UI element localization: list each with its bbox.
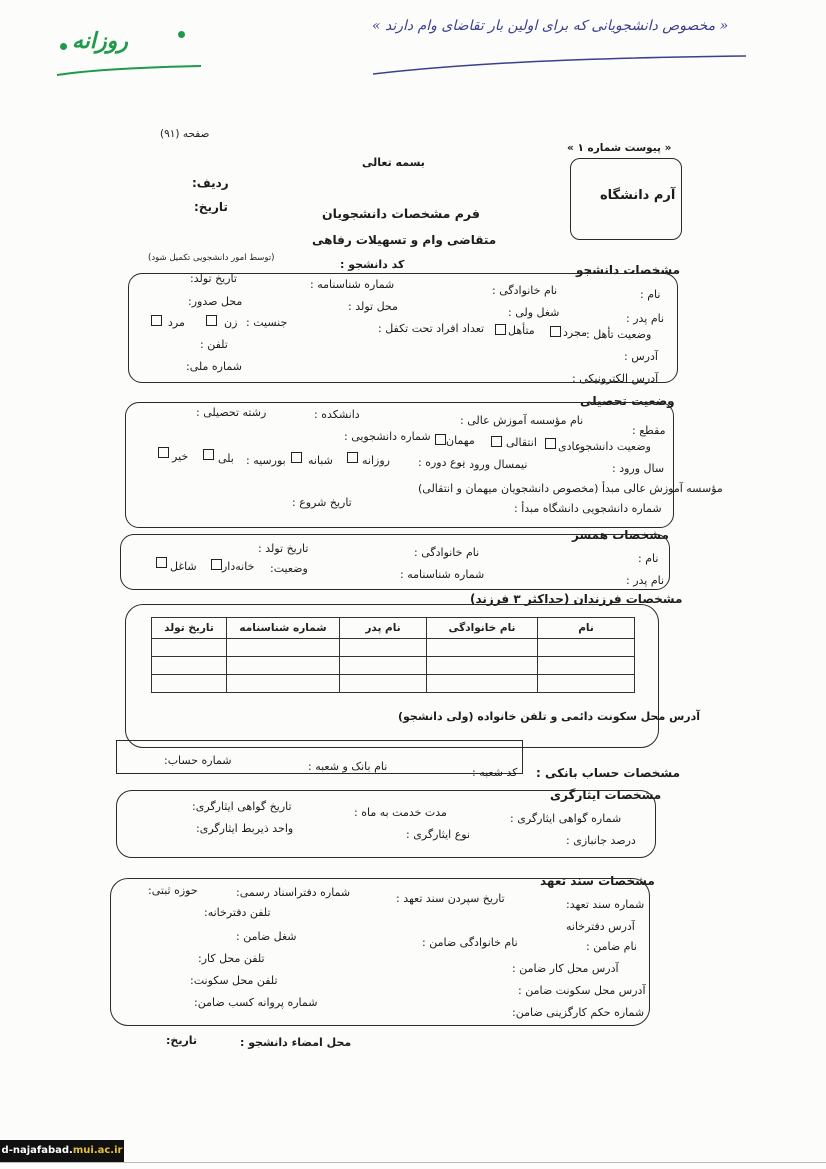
guarantee-office-phone: تلفن دفترخانه: (204, 906, 271, 919)
logo-box-label: آرم دانشگاه (600, 188, 676, 203)
checkbox-employed[interactable] (156, 557, 167, 568)
field-birth-date: تاریخ تولد: (190, 272, 237, 285)
basmala: بسمه تعالی (362, 156, 425, 169)
student-section-title: مشخصات دانشجو (576, 263, 681, 277)
bank-section-title: مشخصات حساب بانکی : (536, 766, 681, 780)
field-father-name: نام پدر : (626, 312, 665, 325)
guarantor-order-no: شماره حکم کارگزینی ضامن: (512, 1006, 645, 1019)
label-transfer: انتقالی (506, 436, 537, 449)
site-suffix: mui.ac.ir (72, 1145, 123, 1156)
table-row (152, 639, 635, 657)
checkbox-evening[interactable] (291, 452, 302, 463)
bank-branch-code: کد شعبه : (472, 766, 518, 779)
field-student-status: وضعیت دانشجو: (576, 440, 651, 453)
col-family: نام خانوادگی (427, 618, 538, 639)
handwritten-underline (370, 40, 750, 80)
field-id-number: شماره شناسنامه : (310, 278, 395, 291)
guarantor-home-phone: تلفن محل سکونت: (190, 974, 278, 987)
checkbox-regular[interactable] (545, 438, 556, 449)
guarantor-home-address: آدرس محل سکونت ضامن : (518, 984, 646, 997)
guarantor-work-phone: تلفن محل کار: (198, 952, 265, 965)
checkbox-no[interactable] (158, 447, 169, 458)
field-birth-place: محل تولد : (348, 300, 398, 313)
col-birth-date: تاریخ تولد (152, 618, 227, 639)
field-guardian-job: شغل ولی : (508, 306, 560, 319)
student-code-label: کد دانشجو : (340, 258, 405, 271)
field-issue-place: محل صدور: (188, 295, 243, 308)
label-guest: مهمان (446, 434, 475, 447)
date-label: تاریخ: (194, 200, 228, 214)
field-phone: تلفن : (200, 338, 228, 351)
spouse-section-title: مشخصات همسر (572, 528, 669, 542)
sacrifice-section-title: مشخصات ایثارگری (550, 788, 662, 802)
spouse-section-box (120, 534, 670, 590)
children-address-label: آدرس محل سکونت دائمی و تلفن خانواده (ولی دانشجو) (398, 710, 701, 723)
field-course-type: نوع دوره : (418, 456, 466, 469)
children-table-header (152, 618, 635, 639)
site-watermark (0, 1140, 124, 1162)
guarantor-name: نام ضامن : (586, 940, 637, 953)
label-yes: بلی (218, 452, 234, 465)
label-housewife: خانه‌دار (222, 560, 255, 573)
guarantee-doc-no: شماره سند تعهد: (566, 898, 645, 911)
table-row (152, 675, 635, 693)
site-prefix: d-najafabad. (1, 1145, 73, 1156)
col-father: نام پدر (340, 618, 427, 639)
checkbox-male[interactable] (151, 315, 162, 326)
field-gender: جنسیت : (246, 316, 288, 329)
table-row (152, 657, 635, 675)
guarantor-job: شغل ضامن : (236, 930, 297, 943)
bank-account-no: شماره حساب: (164, 754, 232, 767)
field-national-id: شماره ملی: (186, 360, 242, 373)
checkbox-guest[interactable] (435, 434, 446, 445)
signature-label: محل امضاء دانشجو : (240, 1036, 352, 1049)
checkbox-female[interactable] (206, 315, 217, 326)
checkbox-daytime[interactable] (347, 452, 358, 463)
label-daytime: روزانه (362, 454, 390, 467)
guarantor-work-address: آدرس محل کار ضامن : (512, 962, 619, 975)
checkbox-housewife[interactable] (211, 559, 222, 570)
spouse-birth-date: تاریخ تولد : (258, 542, 309, 555)
field-email: آدرس الکترونیکی : (572, 372, 659, 385)
guarantee-zone: حوزه ثبتی: (148, 884, 198, 897)
signature-date-label: تاریخ: (166, 1034, 198, 1047)
sacrifice-percent: درصد جانبازی : (566, 834, 636, 847)
field-entry-year: سال ورود : (612, 462, 665, 475)
education-section-title: وضعیت تحصیلی (580, 394, 675, 408)
field-faculty: دانشکده : (314, 408, 360, 421)
guarantor-license-no: شماره پروانه کسب ضامن: (194, 996, 318, 1009)
field-start-date: تاریخ شروع : (292, 496, 352, 509)
field-major: رشته تحصیلی : (196, 406, 267, 419)
sacrifice-type: نوع ایثارگری : (406, 828, 471, 841)
field-name: نام : (640, 288, 661, 301)
admin-note: (توسط امور دانشجویی تکمیل شود) (148, 253, 275, 263)
bank-name: نام بانک و شعبه : (308, 760, 388, 773)
row-label: ردیف: (192, 176, 229, 190)
field-institute: نام مؤسسه آموزش عالی : (460, 414, 584, 427)
sacrifice-cert-date: تاریخ گواهی ایثارگری: (192, 800, 292, 813)
checkbox-yes[interactable] (203, 449, 214, 460)
label-evening: شبانه (308, 454, 333, 467)
green-dot-right (178, 31, 185, 38)
green-dot-left (60, 43, 67, 50)
spouse-family: نام خانوادگی : (414, 546, 480, 559)
field-dependents: تعداد افراد تحت تکفل : (378, 322, 485, 335)
label-male: مرد (168, 316, 185, 329)
guarantee-delivery-date: تاریخ سپردن سند تعهد : (396, 892, 505, 905)
label-female: زن (224, 316, 238, 329)
guarantor-family: نام خانوادگی ضامن : (422, 936, 518, 949)
field-level: مقطع : (632, 424, 666, 437)
sacrifice-cert-no: شماره گواهی ایثارگری : (510, 812, 622, 825)
page-number: صفحه (۹۱) (160, 128, 210, 140)
green-handwritten-tag: روزانه (72, 28, 128, 54)
col-name: نام (538, 618, 635, 639)
attachment-label: « پیوست شماره ۱ » (567, 142, 672, 154)
col-id-number: شماره شناسنامه (227, 618, 340, 639)
guarantee-office-no: شماره دفتراسناد رسمی: (236, 886, 351, 899)
field-student-no: شماره دانشجویی : (344, 430, 431, 443)
field-marital: وضعیت تأهل : (586, 328, 652, 341)
spouse-status: وضعیت: (270, 562, 308, 575)
field-origin-institute: مؤسسه آموزش عالی مبدأ (مخصوص دانشجویان میهمان و انتقالی) (418, 482, 723, 495)
sacrifice-service: مدت خدمت به ماه : (354, 806, 447, 819)
form-subtitle: متقاضی وام و تسهیلات رفاهی (312, 233, 497, 247)
checkbox-transfer[interactable] (491, 436, 502, 447)
green-underline (55, 60, 205, 80)
field-scholarship: بورسیه : (246, 454, 286, 467)
label-married: متأهل (508, 324, 535, 337)
label-regular: عادی (558, 440, 582, 453)
field-origin-student-no: شماره دانشجویی دانشگاه مبدأ : (514, 502, 662, 515)
spouse-father: نام پدر : (626, 574, 665, 587)
field-entry-semester: نیمسال ورود : (462, 458, 528, 471)
handwritten-note: « مخصوص دانشجویانی که برای اولین بار تقاضای وام دارند » (372, 18, 729, 34)
guarantee-section-title: مشخصات سند تعهد (540, 874, 655, 888)
label-single: مجرد (563, 326, 587, 339)
guarantee-office-address: آدرس دفترخانه (566, 920, 635, 933)
field-address: آدرس : (624, 350, 658, 363)
children-section-title: مشخصات فرزندان (حداکثر ۳ فرزند) (470, 592, 683, 606)
sacrifice-unit: واحد ذیربط ایثارگری: (196, 822, 294, 835)
spouse-name: نام : (638, 552, 659, 565)
form-title: فرم مشخصات دانشجویان (322, 206, 480, 221)
label-employed: شاغل (170, 560, 197, 573)
spouse-id-number: شماره شناسنامه : (400, 568, 485, 581)
label-no: خیر (172, 450, 189, 463)
field-family: نام خانوادگی : (492, 284, 558, 297)
children-table (151, 617, 635, 693)
checkbox-married[interactable] (495, 324, 506, 335)
checkbox-single[interactable] (550, 326, 561, 337)
bottom-rule (0, 1162, 826, 1163)
